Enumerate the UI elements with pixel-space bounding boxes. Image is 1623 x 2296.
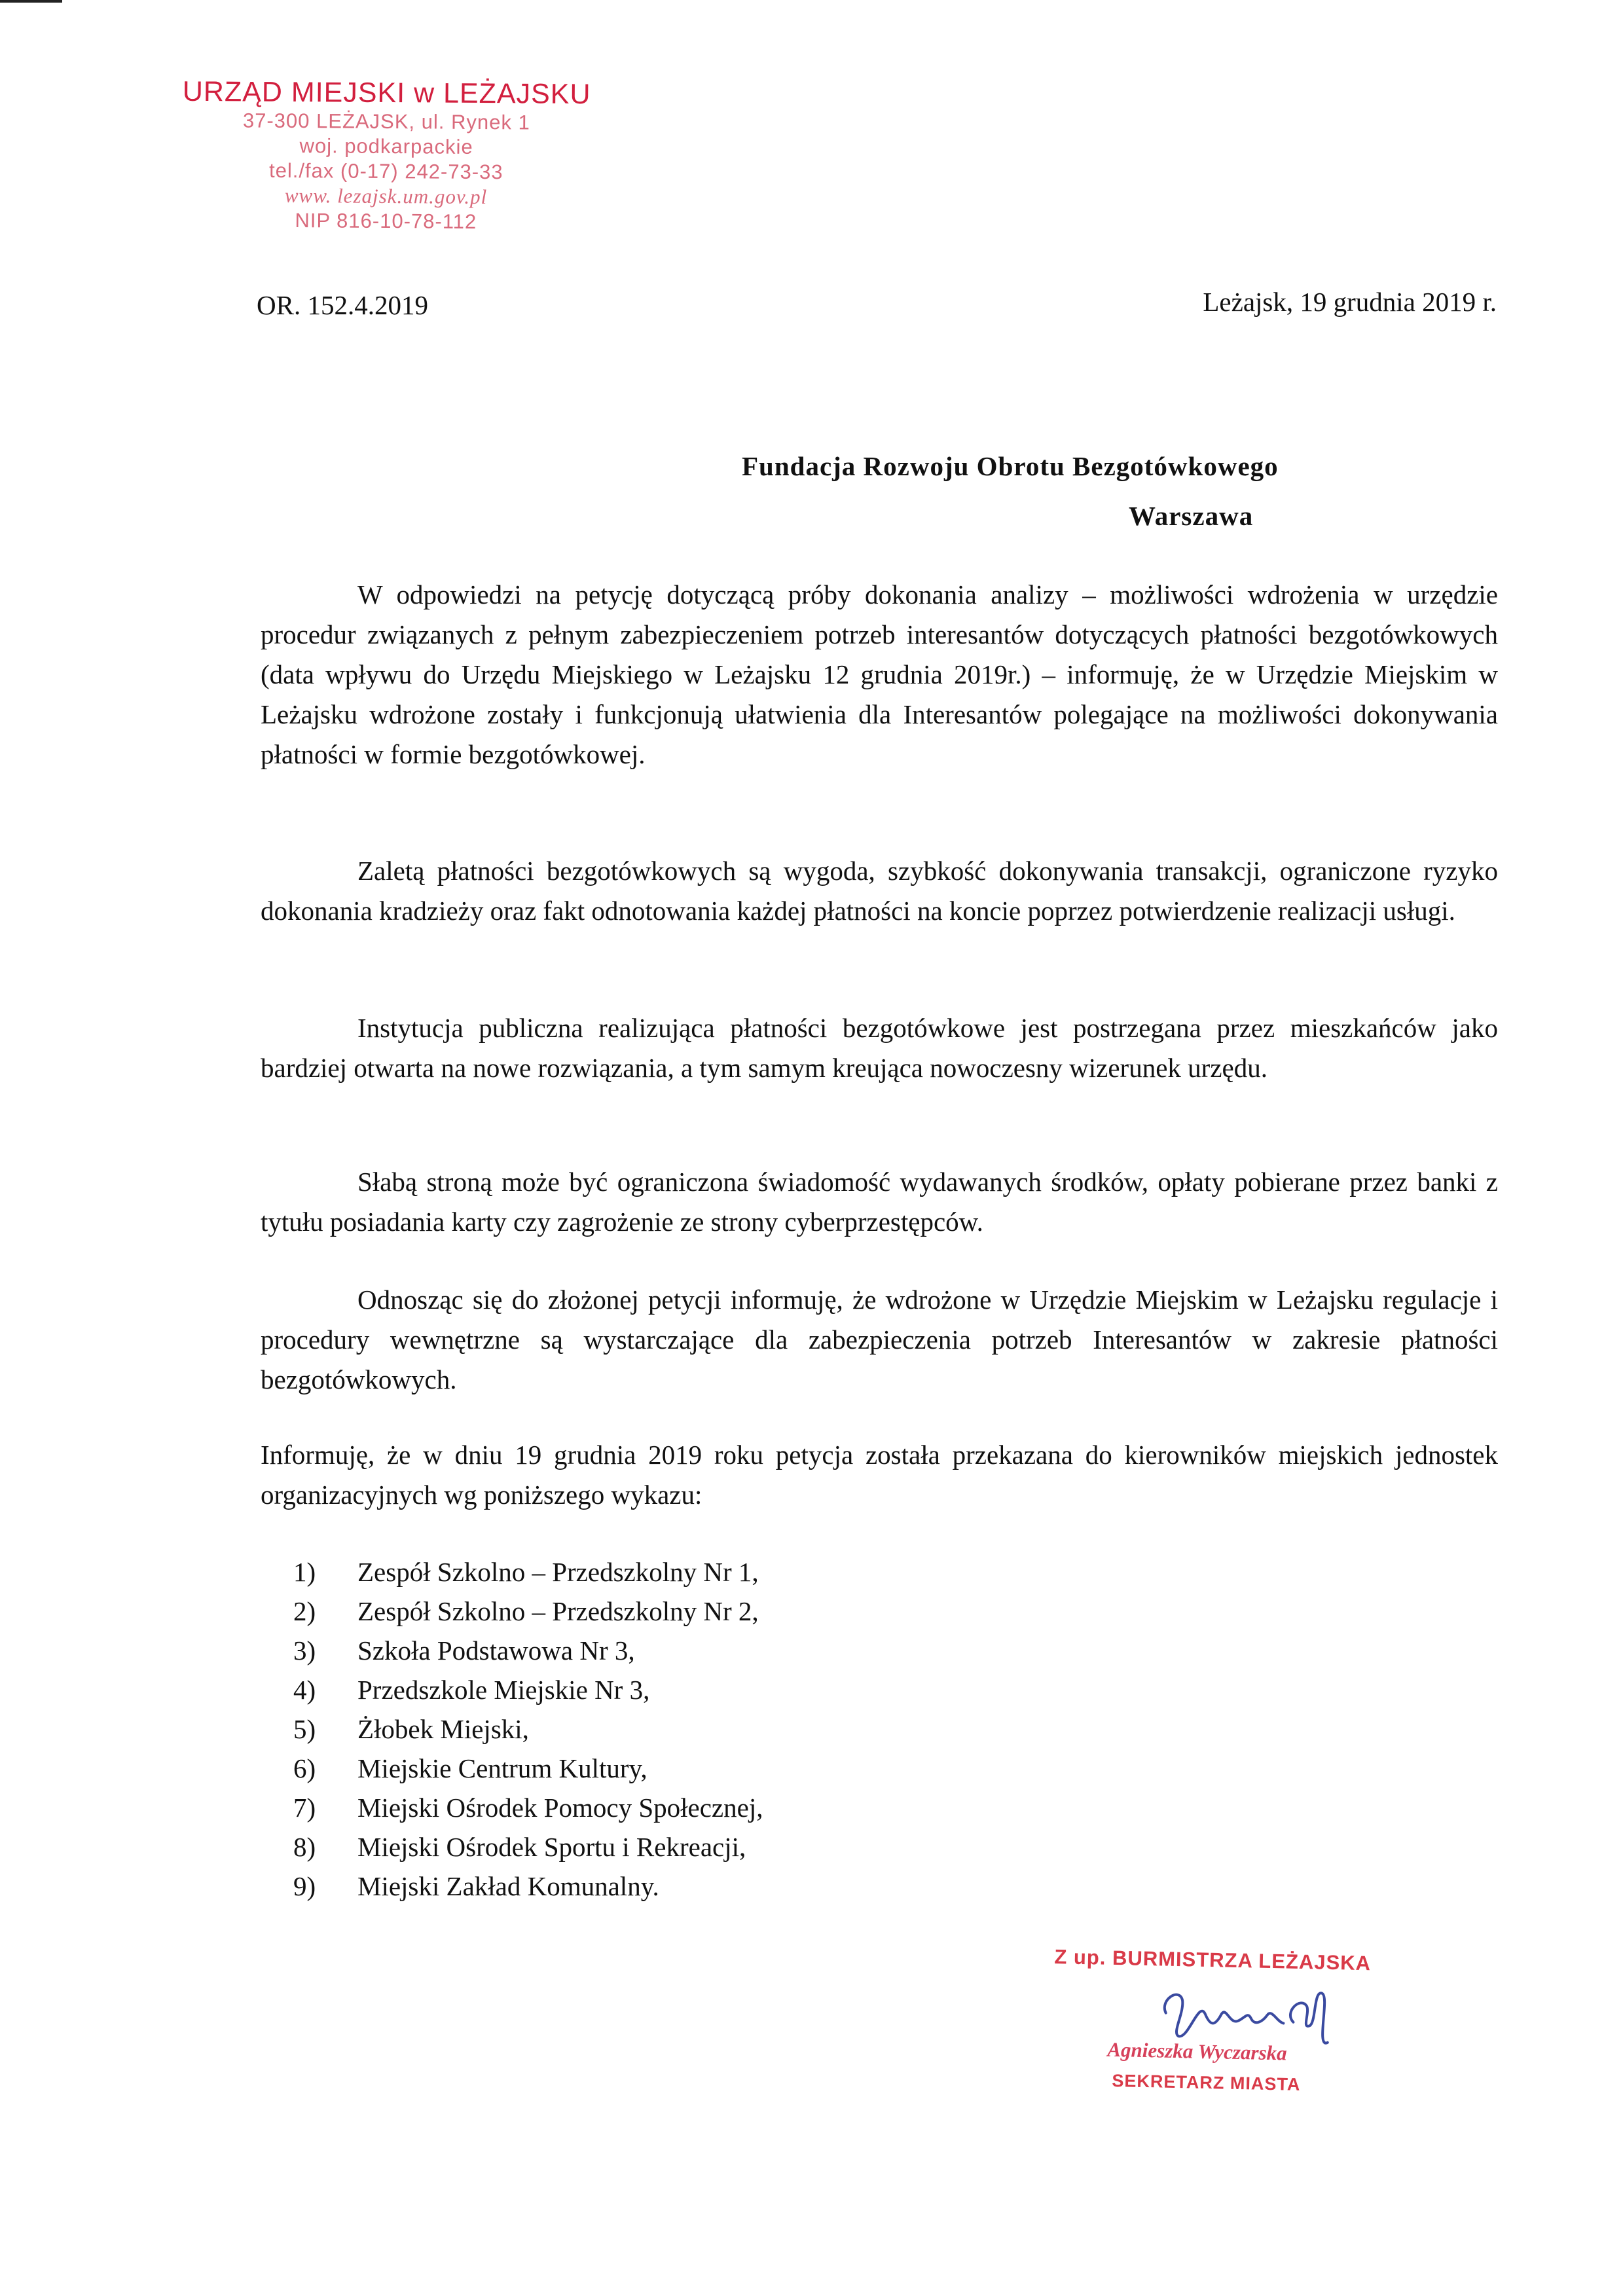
- addressee-city: Warszawa: [1129, 501, 1254, 531]
- stamp-tax-id: NIP 816-10-78-112: [295, 209, 477, 233]
- paragraph-institution: [261, 1008, 1498, 1088]
- paragraph-2: Zaletą płatności bezgotówkowych są wygoda, szybkość dokonywania transakcji, ograniczone ryzyko dokonania kradzieży oraz fakt odnotowania każdej płatności na koncie poprzez potwierdzenie realizacji usługi.: [261, 856, 1498, 926]
- office-stamp: [176, 76, 596, 235]
- list-item: 9) Miejski Zakład Komunalny.: [293, 1871, 659, 1901]
- signatory-role: SEKRETARZ MIASTA: [1112, 2070, 1301, 2094]
- paragraph-weaknesses: [261, 1162, 1498, 1242]
- list-item: 8) Miejski Ośrodek Sportu i Rekreacji,: [293, 1832, 746, 1862]
- stamp-website: www. lezajsk.um.gov.pl: [284, 183, 488, 209]
- list-item: 6) Miejskie Centrum Kultury,: [293, 1753, 647, 1783]
- reference-number: OR. 152.4.2019: [257, 290, 428, 320]
- list-item: 2) Zespół Szkolno – Przedszkolny Nr 2,: [293, 1596, 759, 1626]
- place-date: Leżajsk, 19 grudnia 2019 r.: [1203, 287, 1497, 317]
- list-item: 7) Miejski Ośrodek Pomocy Społecznej,: [293, 1793, 763, 1823]
- paragraph-5: Odnosząc się do złożonej petycji informuję, że wdrożone w Urzędzie Miejskim w Leżajsku regulacje i procedury wewnętrzne są wystarczające dla zabezpieczenia potrzeb Interesantów w zakresie płatności bezgotówkowych.: [261, 1285, 1498, 1394]
- stamp-phone: tel./fax (0-17) 242-73-33: [268, 158, 503, 184]
- list-item: 4) Przedszkole Miejskie Nr 3,: [293, 1675, 650, 1705]
- paragraph-4: Słabą stroną może być ograniczona świadomość wydawanych środków, opłaty pobierane przez banki z tytułu posiadania karty czy zagrożenie ze strony cyberprzestępców.: [261, 1167, 1498, 1237]
- paragraph-forwarding: [261, 1435, 1498, 1515]
- signature-title: Z up. BURMISTRZA LEŻAJSKA: [1054, 1945, 1372, 1975]
- units-list: [293, 1552, 763, 1906]
- stamp-region: woj. podkarpackie: [299, 134, 473, 158]
- paragraph-conclusion: [261, 1280, 1498, 1400]
- addressee-name: Fundacja Rozwoju Obrotu Bezgotówkowego: [742, 451, 1279, 481]
- paragraph-1: W odpowiedzi na petycję dotyczącą próby dokonania analizy – możliwości wdrożenia w urzędzie procedur związanych z pełnym zabezpieczeniem potrzeb interesantów dotyczących płatności bezgotówkowych (data wpływu do Urzędu Miejskiego w Leżajsku 12 grudnia 2019r.) – informuję, że w Urzędzie Miejskim w Leżajsku wdrożone zostały i funkcjonują ułatwienia dla Interesantów polegające na możliwości dokonywania płatności w formie bezgotówkowej.: [261, 579, 1498, 769]
- paragraph-3: Instytucja publiczna realizująca płatności bezgotówkowe jest postrzegana przez mieszkańców jako bardziej otwarta na nowe rozwiązania, a tym samym kreująca nowoczesny wizerunek urzędu.: [261, 1013, 1498, 1083]
- paragraph-6: Informuję, że w dniu 19 grudnia 2019 roku petycja została przekazana do kierowników miejskich jednostek organizacyjnych wg poniższego wykazu:: [261, 1440, 1498, 1510]
- scan-corner-mark: [0, 0, 62, 3]
- paragraph-advantages: [261, 851, 1498, 931]
- paragraph-response: [261, 575, 1498, 774]
- stamp-office-name: URZĄD MIEJSKI w LEŻAJSKU: [182, 75, 591, 111]
- list-item: 5) Żłobek Miejski,: [293, 1714, 529, 1744]
- signature-stamp: [1019, 1944, 1520, 2125]
- list-item: 3) Szkoła Podstawowa Nr 3,: [293, 1635, 635, 1666]
- signatory-name: Agnieszka Wyczarska: [1107, 2037, 1287, 2065]
- list-item: 1) Zespół Szkolno – Przedszkolny Nr 1,: [293, 1557, 759, 1587]
- stamp-address: 37-300 LEŻAJSK, ul. Rynek 1: [242, 109, 530, 134]
